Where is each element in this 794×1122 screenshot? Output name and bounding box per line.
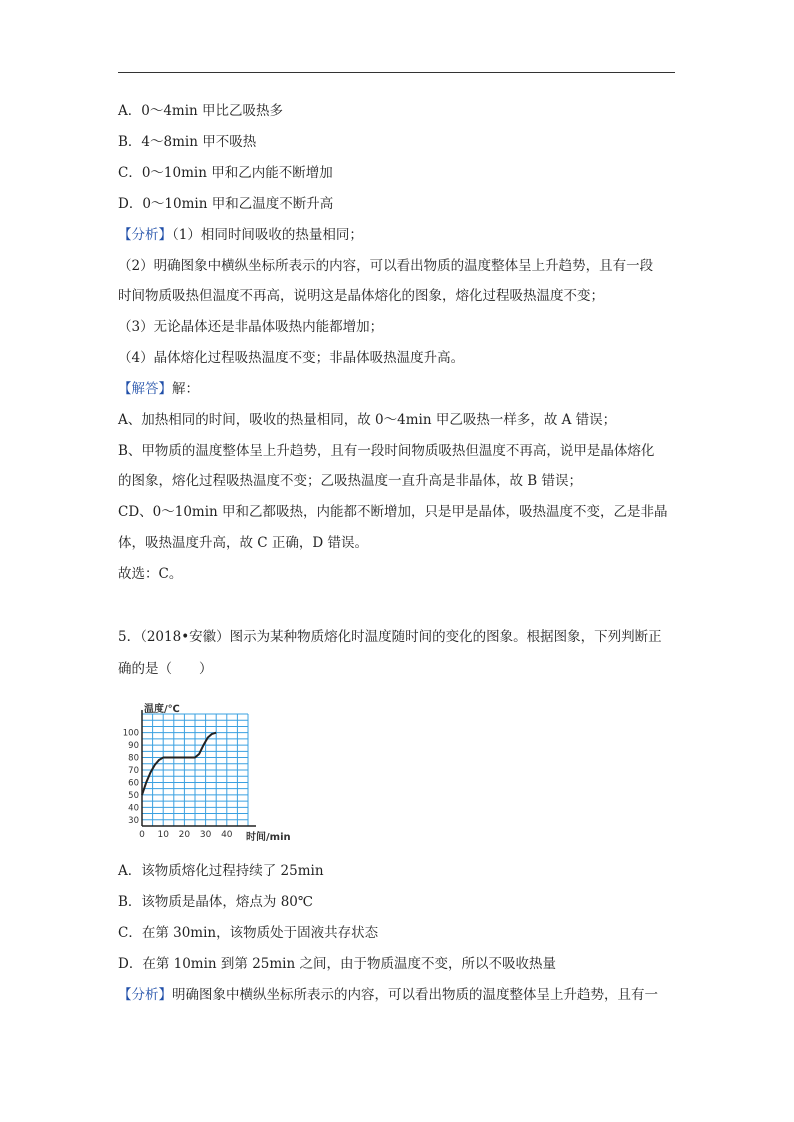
q4-analysis-line-5: （4）晶体熔化过程吸热温度不变；非晶体吸热温度升高。 <box>118 350 465 366</box>
q5-option-b: B．该物质是晶体，熔点为 80℃ <box>118 894 313 910</box>
q4-analysis-line-1 <box>118 226 363 244</box>
x-tick-label: 20 <box>178 830 191 840</box>
y-tick-label: 100 <box>122 728 139 739</box>
x-tick-label: 30 <box>199 830 212 840</box>
answer-tag-suffix: 解： <box>172 381 199 397</box>
q5-analysis-text: 明确图象中横纵坐标所表示的内容，可以看出物质的温度整体呈上升趋势，且有一 <box>172 987 658 1003</box>
x-tick-label: 10 <box>157 830 169 840</box>
x-tick-label: 0 <box>139 830 145 840</box>
y-tick-label: 50 <box>128 790 139 801</box>
q4-answer-heading <box>118 380 199 398</box>
q4-analysis-line-3: 时间物质吸热但温度不再高，说明这是晶体熔化的图象，熔化过程吸热温度不变； <box>118 288 604 304</box>
answer-tag: 【解答】 <box>118 381 172 397</box>
x-tick-label: 40 <box>221 830 233 840</box>
q5-option-a: A．该物质熔化过程持续了 25min <box>118 863 324 879</box>
q4-answer-b-2: 的图象，熔化过程吸热温度不变；乙吸热温度一直升高是非晶体，故 B 错误； <box>118 473 583 489</box>
q4-analysis-line-4: （3）无论晶体还是非晶体吸热内能都增加； <box>118 319 384 335</box>
q5-stem-2: 确的是（ ） <box>118 661 213 677</box>
header-rule <box>118 72 675 73</box>
q5-analysis-tag: 【分析】 <box>118 987 172 1003</box>
y-tick-label: 30 <box>128 815 139 826</box>
y-tick-label: 70 <box>128 766 139 776</box>
temperature-time-chart <box>118 700 378 850</box>
q4-option-a: A．0～4min 甲比乙吸热多 <box>118 103 284 119</box>
q4-option-b: B．4～8min 甲不吸热 <box>118 134 257 150</box>
y-tick-label: 80 <box>128 753 139 764</box>
q4-analysis-line-2: （2）明确图象中横纵坐标所表示的内容，可以看出物质的温度整体呈上升趋势，且有一段 <box>118 258 654 274</box>
q5-analysis-line <box>118 986 658 1004</box>
q4-option-d: D．0～10min 甲和乙温度不断升高 <box>118 196 334 212</box>
chart-xlabel: 时间/min <box>246 832 291 843</box>
q4-answer-cd-1: CD、0～10min 甲和乙都吸热，内能都不断增加，只是甲是晶体，吸热温度不变，乙是非晶 <box>118 504 668 520</box>
q5-option-c: C．在第 30min，该物质处于固液共存状态 <box>118 925 379 941</box>
y-tick-label: 90 <box>128 741 139 752</box>
y-tick-label: 40 <box>128 803 139 814</box>
q4-answer-b-1: B、甲物质的温度整体呈上升趋势，且有一段时间物质吸热但温度不再高，说甲是晶体熔化 <box>118 443 655 459</box>
q5-option-d: D．在第 10min 到第 25min 之间，由于物质温度不变，所以不吸收热量 <box>118 956 556 972</box>
q4-answer-a: A、加热相同的时间，吸收的热量相同，故 0～4min 甲乙吸热一样多，故 A 错误； <box>118 412 617 428</box>
analysis-text: （1）相同时间吸收的热量相同； <box>172 227 363 243</box>
q4-answer-cd-2: 体，吸热温度升高，故 C 正确，D 错误。 <box>118 535 369 551</box>
q4-option-c: C．0～10min 甲和乙内能不断增加 <box>118 165 333 181</box>
analysis-tag: 【分析】 <box>118 227 172 243</box>
q5-stem-1: 5．（2018•安徽）图示为某种物质熔化时温度随时间的变化的图象。根据图象，下列判断正 <box>118 629 662 645</box>
chart-ylabel: 温度/℃ <box>144 704 180 715</box>
y-tick-label: 60 <box>128 778 139 789</box>
q4-answer-choice: 故选：C。 <box>118 566 183 582</box>
